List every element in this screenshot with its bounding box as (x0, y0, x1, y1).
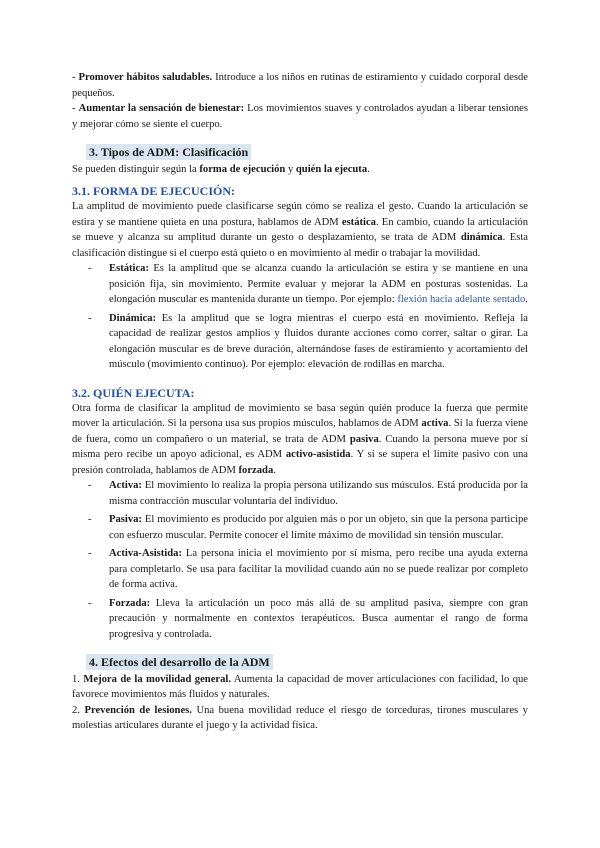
document-page (72, 70, 528, 734)
example-link-text: flexión hacia adelante sentado (397, 294, 526, 305)
habits-term: Promover hábitos saludables. (78, 72, 213, 83)
subsection-3-2-paragraph: Otra forma de clasificar la amplitud de movimiento se basa según quién produce la fuerza que permite mover la articulación. Si la persona usa sus propios músculos, hablamos de ADM activa. Si la fuerza viene de fuera, como un compañero o un material, se trata de ADM pasiva. Cuando la persona mueve por sí misma pero recibe un apoyo adicional, es ADM activo-asistida. Y si se supera el límite pasivo con una presión controlada, hablamos de ADM forzada. (72, 402, 529, 476)
subsection-3-1-paragraph: La amplitud de movimiento puede clasificarse según cómo se realiza el gesto. Cuando la articulación se estira y se mantiene quieta en una postura, hablamos de ADM estática. En cambio, cuando la articulación se mueve y alcanza su amplitud durante un gesto o desplazamiento, se trata de ADM dinámica. Esta clasificación distingue si el cuerpo está quieto o en movimiento al medir o trabajar la movilidad. (72, 201, 528, 259)
list-item-estatica: - Estática: Es la amplitud que se alcanza cuando la articulación se estira y se mantiene en una posición fija, sin movimiento. Permite evaluar y mejorar la ADM en posturas sostenidas. La elongación muscular es mantenida durante un tiempo. Por ejemplo: flexión hacia adelante sentado. (109, 261, 528, 308)
section-4-heading: 4. Efectos del desarrollo de la ADM (86, 654, 273, 670)
wellbeing-text: Los movimientos suaves y controlados ayudan a liberar tensiones y mejorar cómo se siente el cuerpo. (72, 103, 528, 130)
subsection-3-1-title: 3.1. FORMA DE EJECUCIÓN: (72, 184, 236, 198)
intro-paragraph-habits: - Promover hábitos saludables. Introduce a los niños en rutinas de estiramiento y cuidado corporal desde pequeños. (72, 72, 528, 99)
executor-types-list (72, 478, 528, 642)
effect-item-2: 2. Prevención de lesiones. Una buena movilidad reduce el riesgo de torceduras, tirones musculares y molestias articulares durante el juego y la actividad física. (72, 704, 528, 731)
intro-paragraph-wellbeing: - Aumentar la sensación de bienestar: Los movimientos suaves y controlados ayudan a liberar tensiones y mejorar cómo se siente el cuerpo. (72, 103, 528, 130)
section-3-lead: Se pueden distinguir según la forma de ejecución y quién la ejecuta. (72, 163, 370, 175)
wellbeing-term: Aumentar la sensación de bienestar: (78, 103, 245, 114)
list-item-pasiva: - Pasiva: El movimiento es producido por alguien más o por un objeto, sin que la persona participe con esfuerzo muscular. Permite conocer el límite máximo de movilidad sin tensión muscular. (109, 512, 528, 543)
subsection-3-2-title: 3.2. QUIÉN EJECUTA: (72, 385, 195, 400)
list-item-forzada: - Forzada: Lleva la articulación un poco más allá de su amplitud pasiva, siempre con gran precaución y normalmente en contextos terapéuticos. Busca aumentar el rango de forma progresiva y controlada. (109, 596, 528, 643)
habits-text: Introduce a los niños en rutinas de estiramiento y cuidado corporal desde pequeños. (72, 72, 528, 99)
list-item-activa: - Activa: El movimiento lo realiza la propia persona utilizando sus músculos. Está producida por la misma contracción muscular voluntaria del individuo. (109, 478, 528, 509)
list-item-dinamica: - Dinámica: Es la amplitud que se logra mientras el cuerpo está en movimiento. Refleja la capacidad de realizar gestos amplios y fluidos durante acciones como correr, saltar o girar. La elongación muscular es de breve duración, alternándose fases de estiramiento y acortamiento del músculo (movimiento continuo). Por ejemplo: elevación de rodillas en marcha. (109, 311, 528, 373)
section-3-heading: 3. Tipos de ADM: Clasificación (86, 144, 251, 160)
execution-types-list (72, 261, 528, 373)
effect-item-1: 1. Mejora de la movilidad general. Aumenta la capacidad de mover articulaciones con facilidad, lo que favorece movimientos más fluidos y naturales. (72, 673, 528, 700)
list-item-activa-asistida: - Activa-Asistida: La persona inicia el movimiento por sí misma, pero recibe una ayuda externa para completarlo. Se usa para facilitar la movilidad cuando aún no se puede realizar por completo de forma activa. (109, 546, 528, 593)
